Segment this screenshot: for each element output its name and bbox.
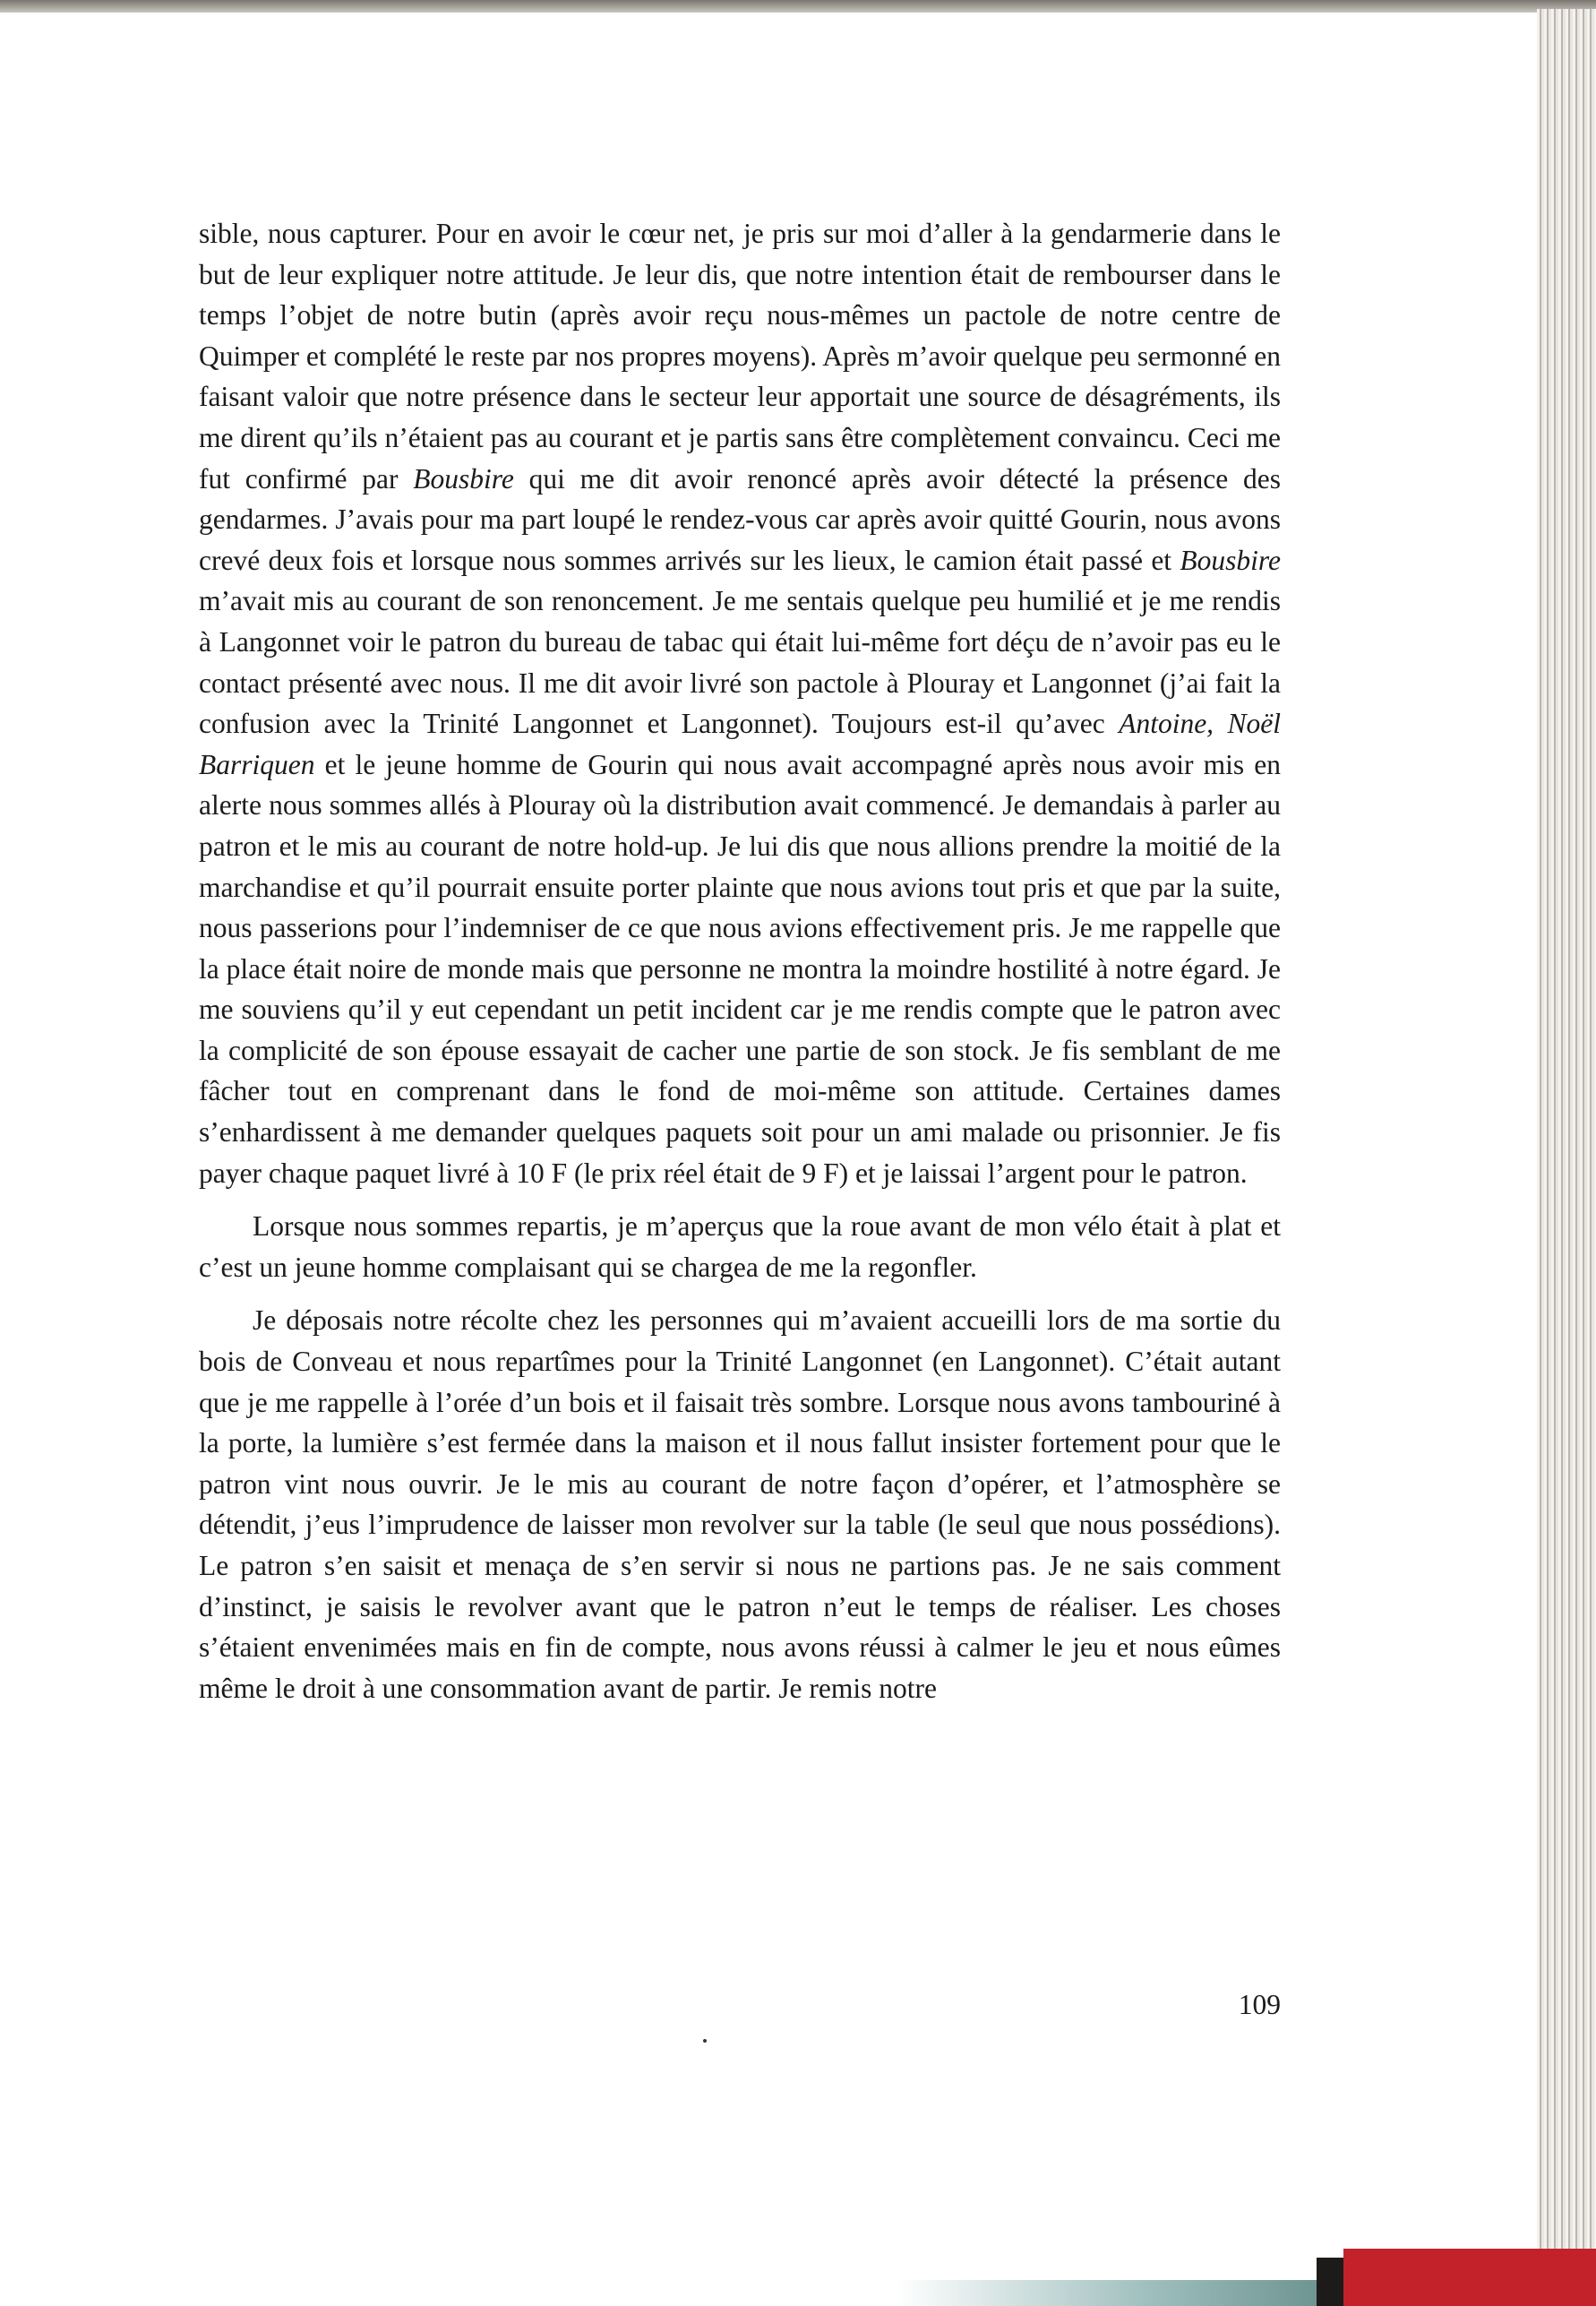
text-run: sible, nous capturer. Pour en avoir le cœur net, je pris sur moi d’aller à la gendarmerie dans le but de leur expliquer notre attitude. Je leur dis, que notre intention était de rembourser dans le temps l’objet de notre butin (après avoir reçu nous-mêmes un pactole de notre centre de Quimper et complété le reste par nos propres moyens). Après m’avoir quelque peu sermonné en faisant valoir que notre présence dans le secteur leur apportait une source de désagréments, ils me dirent qu’ils n’étaient pas au courant et je partis sans être complètement convaincu. Ceci me fut confirmé par bbox=[199, 218, 1281, 495]
body-text bbox=[199, 213, 1281, 1721]
paragraph-2: Lorsque nous sommes repartis, je m’aperçus que la roue avant de mon vélo était à plat et c’est un jeune homme complaisant qui se chargea de me la regonfler. bbox=[199, 1210, 1281, 1283]
text-run: qui me dit avoir renoncé après avoir détecté la présence des gendarmes. J’avais pour ma part loupé le rendez-vous car après avoir quitté Gourin, nous avons crevé deux fois et lorsque nous sommes arrivés sur les lieux, le camion était passé et bbox=[199, 462, 1281, 576]
text-run: et le jeune homme de Gourin qui nous avait accompagné après nous avoir mis en alerte nous sommes allés à Plouray où la distribution avait commencé. Je demandais à parler au patron et le mis au courant de notre hold-up. Je lui dis que nous allions prendre la moitié de la marchandise et qu’il pourrait ensuite porter plainte que nous avions tout pris et que par la suite, nous passerions pour l’indemniser de ce que nous avions effectivement pris. Je me rappelle que la place était noire de monde mais que personne ne montra la moindre hostilité à notre égard. Je me souviens qu’il y eut cependant un petit incident car je me rendis compte que le patron avec la complicité de son épouse essayait de cacher une partie de son stock. Je fis semblant de me fâcher tout en comprenant dans le fond de moi-même son attitude. Certaines dames s’enhardissent à me demander quelques paquets soit pour un ami malade ou prisonnier. Je fis payer chaque paquet livré à 10 F (le prix réel était de 9 F) et je laissai l’argent pour le patron. bbox=[199, 748, 1281, 1189]
page-number: 109 bbox=[1238, 1989, 1281, 2020]
book-page-edges bbox=[1537, 9, 1596, 2249]
background-red-object bbox=[1343, 2249, 1596, 2306]
paragraph-3: Je déposais notre récolte chez les personnes qui m’avaient accueilli lors de ma sortie du bois de Conveau et nous repartîmes pour la Trinité Langonnet (en Langonnet). C’était autant que je me rappelle à l’orée d’un bois et il faisait très sombre. Lorsque nous avons tambouriné à la porte, la lumière s’est fermée dans la maison et il nous fallut insister fortement pour que le patron vint nous ouvrir. Je le mis au courant de notre façon d’opérer, et l’atmosphère se détendit, j’eus l’imprudence de laisser mon revolver sur la table (le seul que nous possédions). Le patron s’en saisit et menaça de s’en servir si nous ne partions pas. Je ne sais comment d’instinct, je saisis le revolver avant que le patron n’eut le temps de réaliser. Les choses s’étaient envenimées mais en fin de compte, nous avons réussi à calmer le jeu et nous eûmes même le droit à une consommation avant de partir. Je remis notre bbox=[199, 1304, 1281, 1704]
italic-name: Antoine, Noël Barriquen bbox=[199, 708, 1281, 780]
text-run: m’avait mis au courant de son renoncement. Je me sentais quelque peu humilié et je me rendis à Langonnet voir le patron du bureau de tabac qui était lui-même fort déçu de n’avoir pas eu le contact présenté avec nous. Il me dit avoir livré son pactole à Plouray et Langonnet (j’ai fait la confusion avec la Trinité Langonnet et Langonnet). Toujours est-il qu’avec bbox=[199, 585, 1281, 740]
page-top-shadow bbox=[0, 0, 1596, 13]
paragraph-1 bbox=[199, 213, 1281, 1193]
italic-name: Bousbire bbox=[1180, 544, 1281, 576]
italic-name: Bousbire bbox=[413, 462, 514, 495]
background-surface bbox=[896, 2280, 1317, 2306]
ink-speck bbox=[703, 2039, 707, 2043]
